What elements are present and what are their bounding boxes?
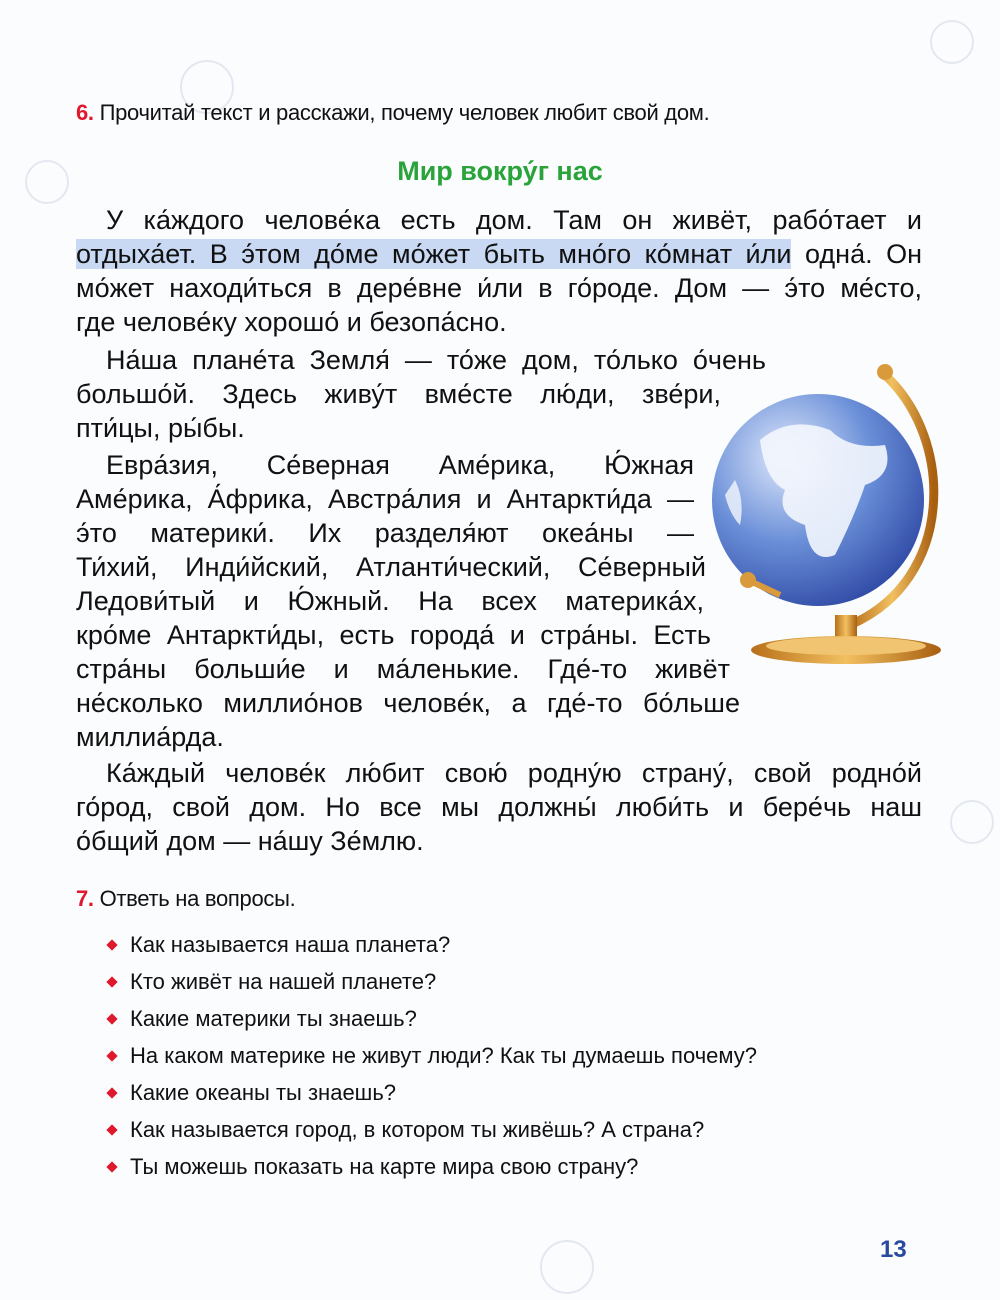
diamond-bullet-icon — [106, 1161, 117, 1172]
diamond-bullet-icon — [106, 1013, 117, 1024]
paragraph-4 — [76, 756, 922, 858]
question-text: Какие материки ты знаешь? — [130, 1006, 417, 1031]
text-line: миллиа́рда. — [76, 722, 224, 752]
list-item — [104, 1074, 757, 1111]
task-number: 7. — [76, 886, 94, 911]
list-item — [104, 963, 757, 1000]
face-doodle — [950, 800, 994, 844]
doodle — [540, 1240, 594, 1294]
diamond-bullet-icon — [106, 1087, 117, 1098]
text-line: о́бщий дом — на́шу Зе́млю. — [76, 826, 424, 856]
question-list — [104, 926, 757, 1185]
text-line: э́то материки́. Их разделя́ют океа́ны — — [76, 518, 694, 548]
page-number: 13 — [880, 1236, 907, 1263]
text-line — [76, 237, 922, 271]
text-line: го́род, свой дом. Но все мы должны́ люби́ть и бере́чь наш — [76, 792, 922, 822]
text-line: стра́ны больши́е и ма́ленькие. Где́-то живёт — [76, 654, 730, 684]
paragraph-1 — [76, 203, 922, 339]
question-text: Как называется город, в котором ты живёшь? А страна? — [130, 1117, 705, 1142]
task-7 — [76, 886, 295, 912]
diamond-bullet-icon — [106, 1124, 117, 1135]
task-number: 6. — [76, 100, 94, 125]
text-line: На́ша плане́та Земля́ — то́же дом, то́лько о́чень — [106, 345, 766, 375]
diamond-bullet-icon — [106, 1050, 117, 1061]
task-text: Прочитай текст и расскажи, почему человек любит свой дом. — [99, 100, 710, 125]
text-line: У ка́ждого челове́ка есть дом. Там он живёт, рабо́тает и — [106, 205, 922, 235]
doodle — [930, 20, 974, 64]
text-line: кро́ме Антаркти́ды, есть города́ и стра́ны. Есть — [76, 620, 711, 650]
text-line: большо́й. Здесь живу́т вме́сте лю́ди, зве́ри, — [76, 379, 721, 409]
task-6 — [76, 100, 709, 126]
list-item — [104, 1111, 757, 1148]
selected-text[interactable]: отдыха́ет. В э́том до́ме мо́жет быть мно́го ко́мнат и́ли — [76, 239, 792, 269]
diamond-bullet-icon — [106, 976, 117, 987]
text-line: мо́жет находи́ться в дере́вне и́ли в го́роде. Дом — э́то ме́сто, — [76, 273, 922, 303]
text-line: где челове́ку хорошо́ и безопа́сно. — [76, 307, 507, 337]
text-line: не́сколько миллио́нов челове́к, а где́-то бо́льше — [76, 688, 740, 718]
story-title: Мир вокру́г нас — [397, 156, 603, 186]
list-item — [104, 926, 757, 963]
question-text: Как называется наша планета? — [130, 932, 451, 957]
question-text: Ты можешь показать на карте мира свою страну? — [130, 1154, 639, 1179]
question-text: На каком материке не живут люди? Как ты думаешь почему? — [130, 1043, 757, 1068]
question-text: Какие океаны ты знаешь? — [130, 1080, 397, 1105]
text-line: Ка́ждый челове́к лю́бит свою́ родну́ю страну́, свой родно́й — [106, 758, 922, 788]
list-item — [104, 1148, 757, 1185]
list-item — [104, 1037, 757, 1074]
text-line: Ти́хий, Инди́йский, Атланти́ческий, Се́верный — [76, 552, 706, 582]
text-line: Ледови́тый и Ю́жный. На всех материка́х, — [76, 586, 704, 616]
text-line: Аме́рика, А́фрика, Австра́лия и Антаркти́да — — [76, 484, 694, 514]
text-fragment: одна́. Он — [791, 239, 922, 269]
question-text: Кто живёт на нашей планете? — [130, 969, 437, 994]
globe-illustration — [700, 350, 960, 680]
text-line: пти́цы, ры́бы. — [76, 413, 245, 443]
paragraph-2 — [76, 343, 766, 445]
text-line: Евра́зия, Се́верная Аме́рика, Ю́жная — [106, 450, 694, 480]
list-item — [104, 1000, 757, 1037]
paragraph-3 — [76, 448, 740, 754]
diamond-bullet-icon — [106, 939, 117, 950]
task-text: Ответь на вопросы. — [99, 886, 296, 911]
